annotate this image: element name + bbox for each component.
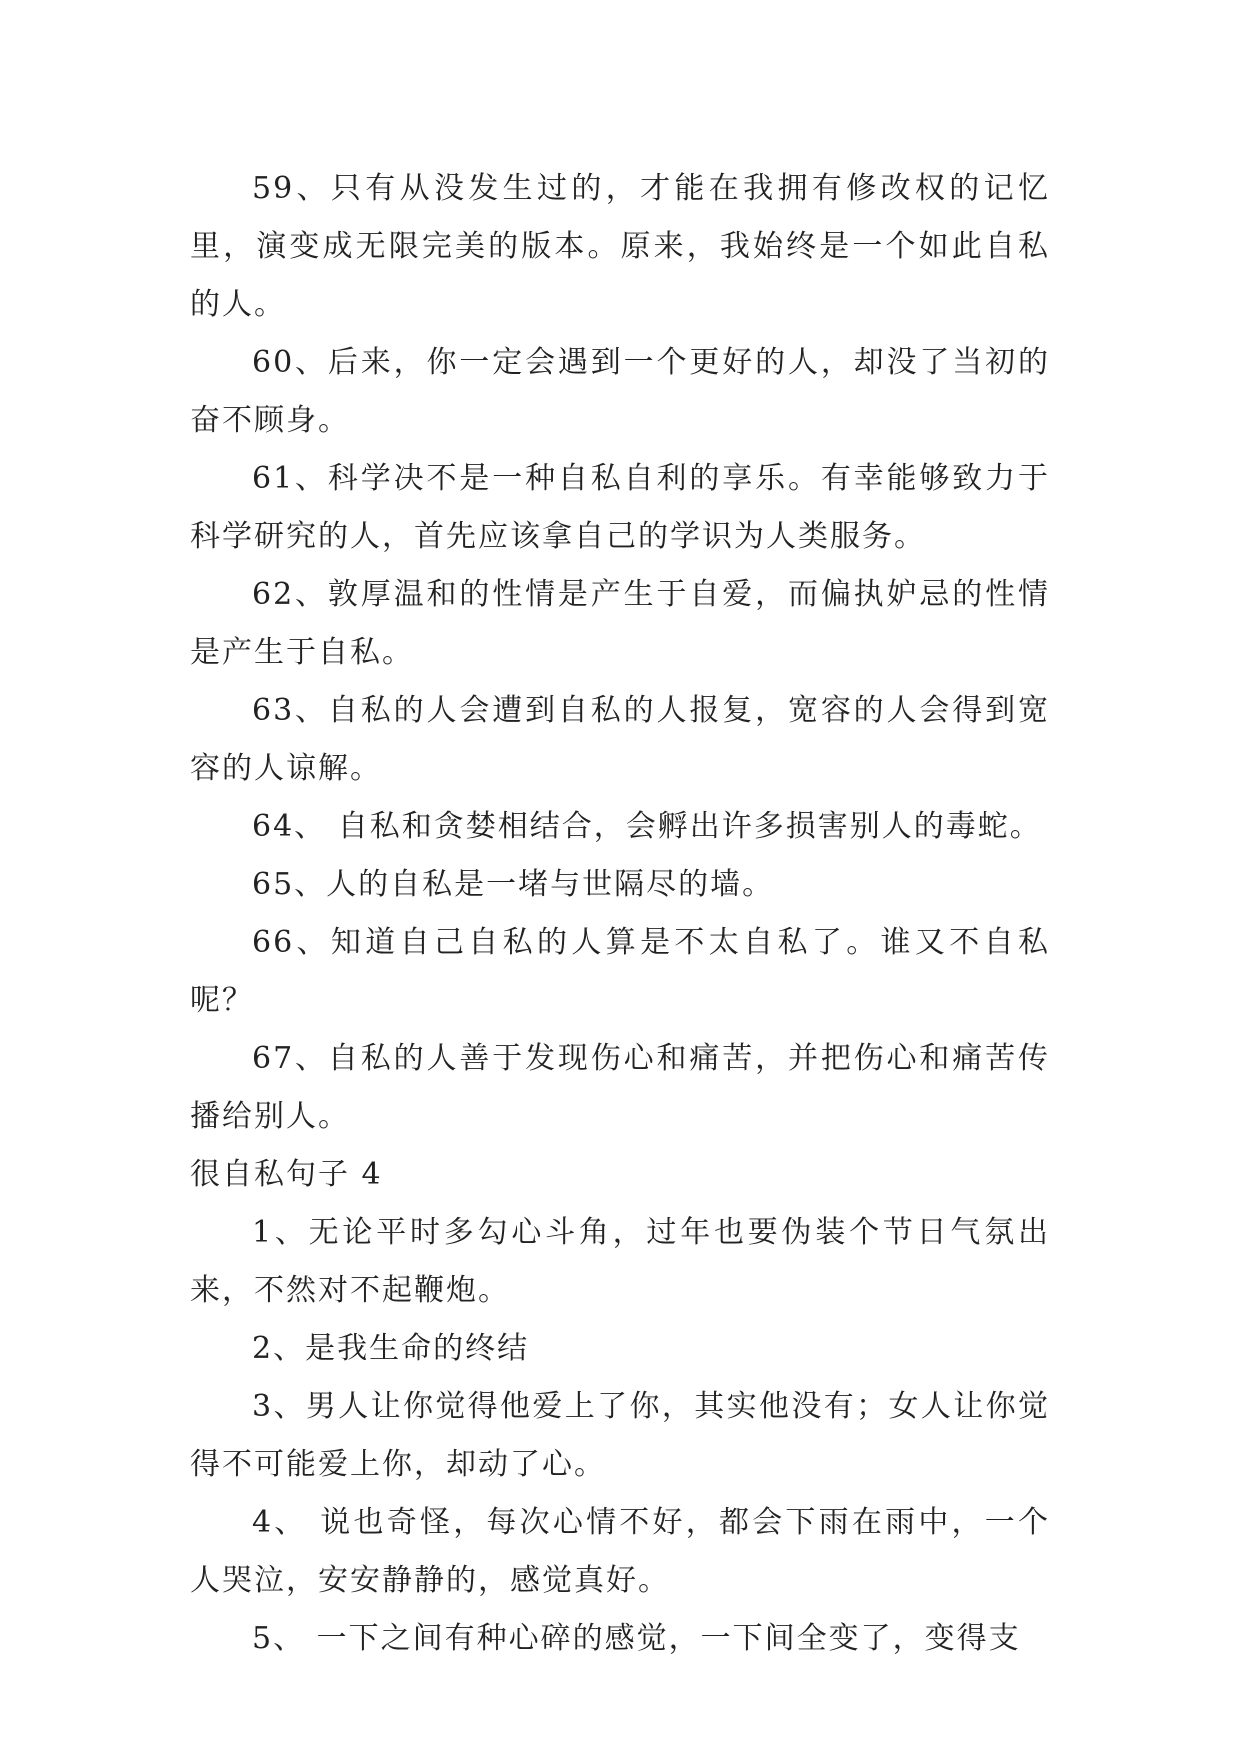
paragraph-1: 1、无论平时多勾心斗角，过年也要伪装个节日气氛出来，不然对不起鞭炮。 [190,1215,1050,1308]
document-body [190,160,1050,1668]
paragraph-65: 65、人的自私是一堵与世隔尽的墙。 [252,867,775,902]
paragraph-60: 60、后来，你一定会遇到一个更好的人，却没了当初的奋不顾身。 [190,345,1050,438]
paragraph-61: 61、科学决不是一种自私自利的享乐。有幸能够致力于科学研究的人，首先应该拿自己的学识为人类服务。 [190,461,1050,554]
paragraph-4: 4、 说也奇怪，每次心情不好，都会下雨在雨中，一个人哭泣，安安静静的，感觉真好。 [190,1505,1050,1598]
paragraph-5: 5、 一下之间有种心碎的感觉，一下间全变了，变得支 [252,1621,1021,1656]
paragraph-63: 63、自私的人会遭到自私的人报复，宽容的人会得到宽容的人谅解。 [190,693,1050,786]
paragraph-64: 64、 自私和贪婪相结合，会孵出许多损害别人的毒蛇。 [252,809,1042,844]
paragraph-67: 67、自私的人善于发现伤心和痛苦，并把伤心和痛苦传播给别人。 [190,1041,1050,1134]
paragraph-62: 62、敦厚温和的性情是产生于自爱，而偏执妒忌的性情是产生于自私。 [190,577,1050,670]
paragraph-59: 59、只有从没发生过的，才能在我拥有修改权的记忆里，演变成无限完美的版本。原来，我始终是一个如此自私的人。 [190,171,1050,322]
section-heading: 很自私句子 4 [190,1157,383,1192]
paragraph-3: 3、男人让你觉得他爱上了你，其实他没有；女人让你觉得不可能爱上你，却动了心。 [190,1389,1050,1482]
paragraph-2: 2、是我生命的终结 [252,1331,530,1366]
paragraph-66: 66、知道自己自私的人算是不太自私了。谁又不自私呢？ [190,925,1050,1018]
